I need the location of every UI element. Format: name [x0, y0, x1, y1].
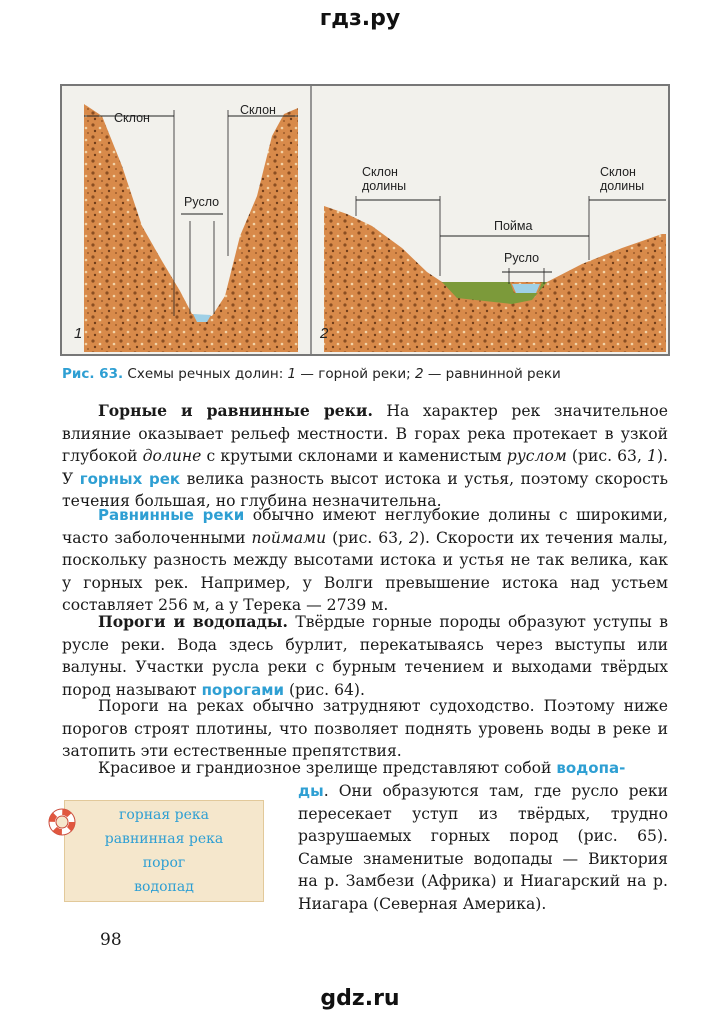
paragraph-plain-rivers: Равнинные реки обычно имеют неглубокие долины с широкими, часто заболоченными поймами (рис. 63, 2). Скорости их течения малы, поскольку разность между высотами истока и устья не так велика, как у горных рек. Например, у Волги превышение истока над устьем составляет 256 м, а у Терека — 2739 м.	[62, 506, 668, 615]
paragraph-waterfalls: ды. Они образуются там, где русло реки пересекает уступ из твёрдых, трудно разрушаемых горных пород (рис. 65). Самые знаменитые водопады — Виктория на р. Замбези (Африка) и Ниагарский на р. Ниагара (Северная Америка).	[298, 782, 668, 913]
plain-river-water	[512, 284, 540, 293]
paragraph-waterfalls-lead: Красивое и грандиозное зрелище представляют собой водопа-	[98, 759, 626, 777]
paragraph-rapids: Пороги и водопады. Твёрдые горные породы образуют уступы в русле реки. Вода здесь бурлит, перекатываясь через выступы или валуны. Участки русла реки с бурным течением и выходами твёрдых пород называют порогами (рис. 64).	[62, 612, 669, 699]
site-header: гдз.ру	[319, 6, 401, 31]
label-valley-slope-right-2: долины	[600, 179, 645, 193]
valley-diagram	[62, 86, 668, 354]
caption-label: Рис. 63.	[62, 366, 124, 382]
heading-mountain-plain-rivers: Горные и равнинные реки.	[98, 401, 373, 420]
term-plain-rivers: Равнинные реки	[98, 506, 245, 524]
label-channel-1: Русло	[184, 195, 220, 209]
label-slope-left: Склон	[114, 111, 150, 125]
figure-caption: Рис. 63. Схемы речных долин: 1 — горной реки; 2 — равнинной реки	[62, 366, 561, 382]
term-mountain-rivers: горных рек	[79, 469, 181, 488]
panel-number-2: 2	[320, 325, 329, 342]
label-slope-right: Склон	[240, 103, 276, 117]
paragraph-rapids-navigation: Пороги на реках обычно затрудняют судоходство. Поэтому ниже порогов строят плотины, что позволяет поднять уровень воды в реке и затопить эти естественные препятствия.	[62, 697, 668, 761]
panel-number-1: 1	[74, 325, 83, 342]
site-footer: gdz.ru	[320, 986, 400, 1011]
figure-river-valleys	[60, 84, 670, 356]
page-number: 98	[100, 930, 122, 950]
lifebuoy-icon	[46, 806, 78, 838]
heading-rapids-waterfalls: Пороги и водопады.	[98, 612, 288, 631]
label-valley-slope-left-1: Склон	[362, 165, 398, 179]
keyword-item: порог	[142, 855, 186, 871]
keywords-box	[64, 800, 264, 902]
label-floodplain: Пойма	[494, 219, 533, 233]
label-valley-slope-left-2: долины	[362, 179, 407, 193]
paragraph-mountain-rivers: Горные и равнинные реки. На характер рек значительное влияние оказывает рельеф местности. В горах река протекает в узкой глубокой долине с крутыми склонами и каменистым руслом (рис. 63, 1). У горных рек велика разность высот истока и устья, поэтому скорость течения большая, но глубина незначительна.	[62, 401, 669, 511]
term-waterfalls-part2: ды	[298, 782, 324, 800]
label-valley-slope-right-1: Склон	[600, 165, 636, 179]
keyword-item: горная река	[118, 807, 210, 823]
term-rapids: порогами	[201, 680, 285, 699]
keyword-item: равнинная река	[104, 831, 224, 847]
keyword-item: водопад	[134, 879, 194, 895]
label-channel-2: Русло	[504, 251, 540, 265]
mountain-valley-rock	[84, 104, 298, 352]
term-waterfalls-part1: водопа-	[556, 759, 626, 777]
